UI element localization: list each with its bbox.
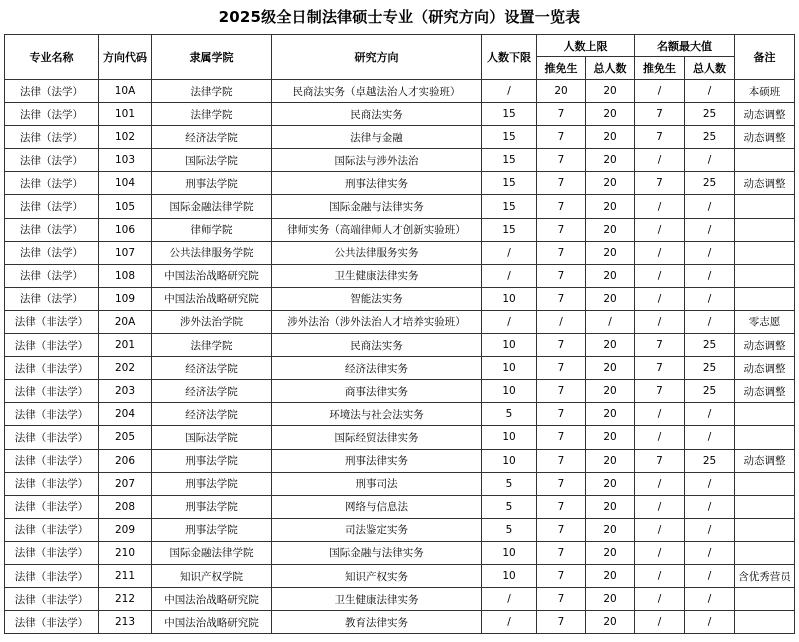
max-tuimian-cell: 7 [537,403,586,426]
direction-cell: 知识产权实务 [272,564,482,587]
direction-cell: 法律与金融 [272,126,482,149]
quota-tuimian-cell: / [635,403,685,426]
note-cell [735,426,795,449]
max-total-cell: 20 [586,241,635,264]
school-cell: 知识产权学院 [152,564,272,587]
code-cell: 212 [99,588,152,611]
direction-cell: 涉外法治（涉外法治人才培养实验班） [272,310,482,333]
max-tuimian-cell: 7 [537,449,586,472]
max-total-cell: 20 [586,287,635,310]
quota-total-cell: / [685,264,735,287]
major-cell: 法律（非法学） [5,426,99,449]
code-cell: 102 [99,126,152,149]
quota-total-cell: 25 [685,103,735,126]
direction-cell: 刑事司法 [272,472,482,495]
school-cell: 法律学院 [152,334,272,357]
quota-total-cell: / [685,218,735,241]
code-cell: 105 [99,195,152,218]
school-cell: 经济法学院 [152,380,272,403]
min-cell: 10 [482,564,537,587]
direction-cell: 教育法律实务 [272,611,482,634]
max-tuimian-cell: 7 [537,103,586,126]
min-cell: / [482,588,537,611]
quota-total-cell: / [685,195,735,218]
min-cell: 10 [482,334,537,357]
quota-tuimian-cell: / [635,588,685,611]
max-total-cell: 20 [586,403,635,426]
major-cell: 法律（非法学） [5,472,99,495]
code-cell: 213 [99,611,152,634]
header-quota-group: 名额最大值 [635,35,735,57]
school-cell: 法律学院 [152,103,272,126]
quota-total-cell: / [685,472,735,495]
code-cell: 202 [99,357,152,380]
note-cell [735,403,795,426]
max-tuimian-cell: 7 [537,426,586,449]
school-cell: 国际法学院 [152,426,272,449]
quota-tuimian-cell: / [635,472,685,495]
code-cell: 107 [99,241,152,264]
major-cell: 法律（非法学） [5,611,99,634]
min-cell: 5 [482,403,537,426]
quota-tuimian-cell: 7 [635,380,685,403]
header-note: 备注 [735,35,795,80]
code-cell: 205 [99,426,152,449]
major-cell: 法律（非法学） [5,449,99,472]
note-cell [735,195,795,218]
note-cell [735,588,795,611]
max-tuimian-cell: 7 [537,172,586,195]
direction-cell: 经济法律实务 [272,357,482,380]
major-cell: 法律（法学） [5,264,99,287]
quota-tuimian-cell: / [635,195,685,218]
code-cell: 109 [99,287,152,310]
table-row [5,126,795,149]
major-cell: 法律（非法学） [5,588,99,611]
quota-tuimian-cell: 7 [635,126,685,149]
table-row [5,357,795,380]
min-cell: 15 [482,195,537,218]
quota-tuimian-cell: 7 [635,172,685,195]
quota-total-cell: / [685,564,735,587]
code-cell: 203 [99,380,152,403]
header-major: 专业名称 [5,35,99,80]
note-cell [735,241,795,264]
quota-total-cell: 25 [685,357,735,380]
code-cell: 206 [99,449,152,472]
table-row [5,310,795,333]
note-cell: 动态调整 [735,380,795,403]
school-cell: 律师学院 [152,218,272,241]
quota-total-cell: 25 [685,126,735,149]
quota-total-cell: 25 [685,334,735,357]
header-quota-tuimian: 推免生 [635,57,685,80]
quota-total-cell: / [685,241,735,264]
school-cell: 国际法学院 [152,149,272,172]
direction-cell: 民商法实务 [272,334,482,357]
min-cell: 10 [482,426,537,449]
quota-tuimian-cell: / [635,218,685,241]
major-cell: 法律（法学） [5,287,99,310]
max-tuimian-cell: 7 [537,472,586,495]
quota-tuimian-cell: / [635,495,685,518]
header-max-group: 人数上限 [537,35,635,57]
direction-cell: 刑事法律实务 [272,449,482,472]
code-cell: 201 [99,334,152,357]
min-cell: 15 [482,126,537,149]
note-cell: 动态调整 [735,334,795,357]
max-total-cell: 20 [586,80,635,103]
max-total-cell: 20 [586,588,635,611]
max-tuimian-cell: 7 [537,588,586,611]
direction-cell: 国际金融与法律实务 [272,195,482,218]
direction-cell: 公共法律服务实务 [272,241,482,264]
school-cell: 公共法律服务学院 [152,241,272,264]
header-max-total: 总人数 [586,57,635,80]
code-cell: 106 [99,218,152,241]
max-total-cell: 20 [586,472,635,495]
max-total-cell: 20 [586,495,635,518]
max-tuimian-cell: 7 [537,495,586,518]
header-code: 方向代码 [99,35,152,80]
code-cell: 204 [99,403,152,426]
school-cell: 刑事法学院 [152,472,272,495]
max-total-cell: 20 [586,103,635,126]
code-cell: 208 [99,495,152,518]
major-cell: 法律（法学） [5,218,99,241]
direction-cell: 商事法律实务 [272,380,482,403]
min-cell: 15 [482,218,537,241]
note-cell [735,218,795,241]
min-cell: 10 [482,541,537,564]
table-row [5,564,795,587]
table-row [5,334,795,357]
note-cell [735,611,795,634]
school-cell: 中国法治战略研究院 [152,611,272,634]
min-cell: / [482,310,537,333]
direction-cell: 民商法实务 [272,103,482,126]
min-cell: / [482,241,537,264]
max-total-cell: 20 [586,449,635,472]
table-row [5,103,795,126]
quota-tuimian-cell: / [635,611,685,634]
major-cell: 法律（法学） [5,195,99,218]
quota-total-cell: 25 [685,380,735,403]
note-cell: 动态调整 [735,449,795,472]
max-tuimian-cell: 7 [537,518,586,541]
table-row [5,403,795,426]
major-cell: 法律（法学） [5,241,99,264]
direction-cell: 国际经贸法律实务 [272,426,482,449]
direction-cell: 环境法与社会法实务 [272,403,482,426]
max-tuimian-cell: 7 [537,218,586,241]
school-cell: 中国法治战略研究院 [152,264,272,287]
table-row [5,380,795,403]
school-cell: 刑事法学院 [152,495,272,518]
max-total-cell: 20 [586,564,635,587]
max-total-cell: 20 [586,218,635,241]
table-row [5,149,795,172]
max-tuimian-cell: 7 [537,287,586,310]
major-cell: 法律（非法学） [5,380,99,403]
header-quota-total: 总人数 [685,57,735,80]
header-max-tuimian: 推免生 [537,57,586,80]
note-cell [735,472,795,495]
max-total-cell: 20 [586,149,635,172]
quota-total-cell: / [685,426,735,449]
min-cell: 5 [482,518,537,541]
quota-tuimian-cell: / [635,518,685,541]
max-tuimian-cell: 7 [537,380,586,403]
major-cell: 法律（法学） [5,103,99,126]
note-cell: 动态调整 [735,172,795,195]
quota-total-cell: / [685,495,735,518]
quota-tuimian-cell: / [635,541,685,564]
min-cell: 5 [482,472,537,495]
direction-cell: 卫生健康法律实务 [272,588,482,611]
quota-total-cell: 25 [685,172,735,195]
school-cell: 经济法学院 [152,126,272,149]
table-row [5,287,795,310]
max-tuimian-cell: 7 [537,149,586,172]
max-tuimian-cell: 7 [537,126,586,149]
note-cell [735,287,795,310]
major-cell: 法律（非法学） [5,334,99,357]
page-title: 2025级全日制法律硕士专业（研究方向）设置一览表 [218,8,581,26]
code-cell: 103 [99,149,152,172]
direction-cell: 律师实务（高端律师人才创新实验班） [272,218,482,241]
max-tuimian-cell: 7 [537,334,586,357]
header-min: 人数下限 [482,35,537,80]
direction-cell: 卫生健康法律实务 [272,264,482,287]
major-cell: 法律（非法学） [5,310,99,333]
school-cell: 法律学院 [152,80,272,103]
max-tuimian-cell: 7 [537,541,586,564]
quota-tuimian-cell: 7 [635,449,685,472]
min-cell: 15 [482,149,537,172]
table-row [5,195,795,218]
major-cell: 法律（非法学） [5,495,99,518]
min-cell: 10 [482,357,537,380]
note-cell [735,149,795,172]
min-cell: 10 [482,449,537,472]
quota-tuimian-cell: / [635,310,685,333]
max-total-cell: 20 [586,195,635,218]
code-cell: 104 [99,172,152,195]
table-body [5,80,795,634]
code-cell: 211 [99,564,152,587]
note-cell [735,495,795,518]
school-cell: 中国法治战略研究院 [152,287,272,310]
max-total-cell: 20 [586,126,635,149]
direction-cell: 网络与信息法 [272,495,482,518]
table-row [5,218,795,241]
max-tuimian-cell: 7 [537,611,586,634]
max-tuimian-cell: 20 [537,80,586,103]
code-cell: 207 [99,472,152,495]
direction-cell: 司法鉴定实务 [272,518,482,541]
note-cell: 动态调整 [735,103,795,126]
max-tuimian-cell: 7 [537,564,586,587]
min-cell: / [482,611,537,634]
table-row [5,588,795,611]
school-cell: 涉外法治学院 [152,310,272,333]
quota-total-cell: / [685,310,735,333]
code-cell: 210 [99,541,152,564]
min-cell: 15 [482,103,537,126]
max-tuimian-cell: 7 [537,195,586,218]
school-cell: 刑事法学院 [152,449,272,472]
school-cell: 国际金融法律学院 [152,195,272,218]
direction-cell: 刑事法律实务 [272,172,482,195]
quota-tuimian-cell: 7 [635,103,685,126]
quota-total-cell: / [685,588,735,611]
school-cell: 中国法治战略研究院 [152,588,272,611]
major-cell: 法律（非法学） [5,403,99,426]
quota-tuimian-cell: / [635,80,685,103]
code-cell: 10A [99,80,152,103]
min-cell: 15 [482,172,537,195]
max-total-cell: 20 [586,380,635,403]
max-tuimian-cell: 7 [537,357,586,380]
table-row [5,495,795,518]
note-cell [735,518,795,541]
quota-tuimian-cell: / [635,564,685,587]
table-row [5,611,795,634]
quota-tuimian-cell: / [635,241,685,264]
min-cell: / [482,264,537,287]
major-cell: 法律（法学） [5,172,99,195]
direction-cell: 智能法实务 [272,287,482,310]
table-row [5,264,795,287]
quota-total-cell: / [685,611,735,634]
major-cell: 法律（非法学） [5,564,99,587]
header-row-top [5,35,795,57]
school-cell: 刑事法学院 [152,172,272,195]
quota-total-cell: / [685,149,735,172]
min-cell: 10 [482,287,537,310]
code-cell: 108 [99,264,152,287]
quota-total-cell: / [685,541,735,564]
major-cell: 法律（法学） [5,126,99,149]
major-cell: 法律（法学） [5,149,99,172]
quota-tuimian-cell: 7 [635,334,685,357]
school-cell: 经济法学院 [152,357,272,380]
direction-cell: 国际法与涉外法治 [272,149,482,172]
quota-tuimian-cell: / [635,149,685,172]
max-total-cell: 20 [586,611,635,634]
school-cell: 刑事法学院 [152,518,272,541]
note-cell [735,264,795,287]
max-total-cell: 20 [586,357,635,380]
table-row [5,426,795,449]
major-cell: 法律（非法学） [5,518,99,541]
code-cell: 209 [99,518,152,541]
code-cell: 20A [99,310,152,333]
table-row [5,241,795,264]
quota-total-cell: 25 [685,449,735,472]
school-cell: 经济法学院 [152,403,272,426]
quota-tuimian-cell: / [635,426,685,449]
max-total-cell: 20 [586,518,635,541]
table-row [5,541,795,564]
major-cell: 法律（法学） [5,80,99,103]
table-row [5,472,795,495]
min-cell: / [482,80,537,103]
code-cell: 101 [99,103,152,126]
note-cell: 本硕班 [735,80,795,103]
note-cell: 含优秀营员 [735,564,795,587]
direction-cell: 民商法实务（卓越法治人才实验班） [272,80,482,103]
header-school: 隶属学院 [152,35,272,80]
max-tuimian-cell: / [537,310,586,333]
table-row [5,449,795,472]
quota-tuimian-cell: / [635,264,685,287]
quota-tuimian-cell: 7 [635,357,685,380]
min-cell: 10 [482,380,537,403]
min-cell: 5 [482,495,537,518]
note-cell: 动态调整 [735,126,795,149]
max-total-cell: / [586,310,635,333]
major-cell: 法律（非法学） [5,357,99,380]
table-row [5,518,795,541]
max-tuimian-cell: 7 [537,241,586,264]
table-row [5,80,795,103]
quota-total-cell: / [685,287,735,310]
major-cell: 法律（非法学） [5,541,99,564]
direction-cell: 国际金融与法律实务 [272,541,482,564]
quota-total-cell: / [685,403,735,426]
header-direction: 研究方向 [272,35,482,80]
school-cell: 国际金融法律学院 [152,541,272,564]
note-cell: 零志愿 [735,310,795,333]
max-total-cell: 20 [586,426,635,449]
program-table [4,34,795,634]
max-tuimian-cell: 7 [537,264,586,287]
note-cell: 动态调整 [735,357,795,380]
quota-tuimian-cell: / [635,287,685,310]
table-row [5,172,795,195]
quota-total-cell: / [685,518,735,541]
max-total-cell: 20 [586,264,635,287]
note-cell [735,541,795,564]
max-total-cell: 20 [586,172,635,195]
max-total-cell: 20 [586,541,635,564]
quota-total-cell: / [685,80,735,103]
max-total-cell: 20 [586,334,635,357]
